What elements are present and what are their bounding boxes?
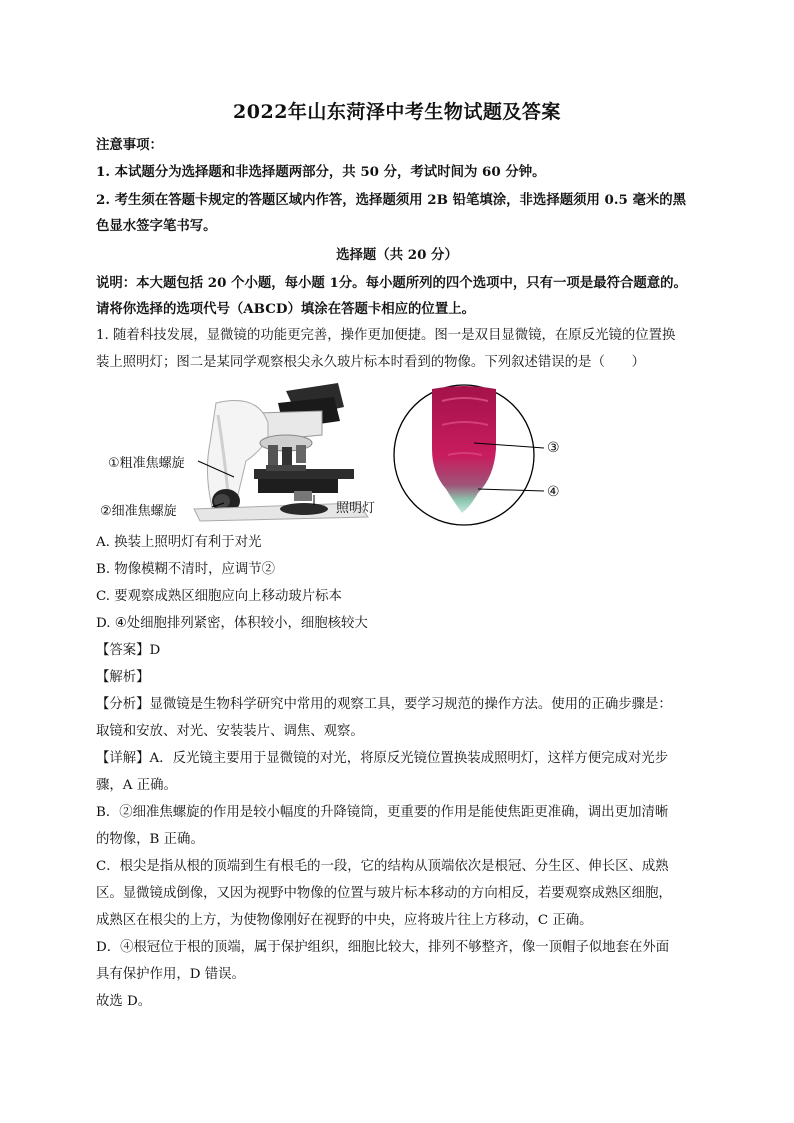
notice-item-2-line-1: 2. 考生须在答题卡规定的答题区域内作答，选择题须用 2B 铅笔填涂，非选择题须用 0.5 毫米的黑: [96, 192, 687, 208]
notice-heading: 注意事项：: [96, 137, 163, 153]
section-desc-line-2: 请将你选择的选项代号（ABCD）填涂在答题卡相应的位置上。: [96, 301, 475, 317]
detail-d-line-1: D．④根冠位于根的顶端，属于保护组织，细胞比较大，排列不够整齐，像一顶帽子似地套在外面: [96, 940, 670, 955]
answer: 【答案】D: [96, 643, 161, 658]
detail-b-line-2: 的物像，B 正确。: [96, 832, 204, 847]
option-d: D. ④处细胞排列紧密，体积较小，细胞核较大: [96, 616, 368, 631]
section-heading: 选择题（共 20 分）: [336, 247, 458, 263]
detail-a-line-1: 【详解】A．反光镜主要用于显微镜的对光，将原反光镜位置换装成照明灯，这样方便完成对光步: [96, 751, 669, 766]
option-c: C. 要观察成熟区细胞应向上移动玻片标本: [96, 589, 342, 604]
option-b: B. 物像模糊不清时，应调节②: [96, 562, 276, 577]
option-a: A. 换装上照明灯有利于对光: [96, 535, 262, 550]
marker-4: ④: [547, 484, 560, 500]
detail-c-line-2: 区。显微镜成倒像，又因为视野中物像的位置与玻片标本移动的方向相反，若要观察成熟区细胞，: [96, 886, 672, 901]
detail-c-line-3: 成熟区在根尖的上方，为使物像刚好在视野的中央，应将玻片往上方移动，C 正确。: [96, 913, 593, 928]
page-title: 2022年山东菏泽中考生物试题及答案: [233, 101, 561, 123]
detail-a-line-2: 骤，A 正确。: [96, 778, 177, 793]
analysis-heading: 【解析】: [96, 670, 150, 685]
detail-b-line-1: B．②细准焦螺旋的作用是较小幅度的升降镜筒，更重要的作用是能使焦距更准确，调出更加清晰: [96, 805, 669, 820]
notice-item-1: 1. 本试题分为选择题和非选择题两部分，共 50 分，考试时间为 60 分钟。: [96, 164, 546, 180]
label-coarse-focus: ①粗准焦螺旋: [108, 456, 185, 471]
conclusion: 故选 D。: [96, 994, 152, 1009]
analysis-line-1: 【分析】显微镜是生物科学研究中常用的观察工具，要学习规范的操作方法。使用的正确步骤是：: [96, 697, 672, 712]
section-desc-line-1: 说明：本大题包括 20 个小题，每小题 1分。每小题所列的四个选项中，只有一项是最符合题意的。: [96, 275, 687, 291]
analysis-line-2: 取镜和安放、对光、安装装片、调焦、观察。: [96, 724, 364, 739]
label-lamp: 照明灯: [336, 501, 376, 516]
detail-d-line-2: 具有保护作用，D 错误。: [96, 967, 245, 982]
marker-3: ③: [547, 440, 560, 456]
detail-c-line-1: C．根尖是指从根的顶端到生有根毛的一段，它的结构从顶端依次是根冠、分生区、伸长区、成熟: [96, 859, 669, 874]
notice-item-2-line-2: 色显水签字笔书写。: [96, 218, 217, 234]
question-stem-line-1: 1. 随着科技发展，显微镜的功能更完善，操作更加便捷。图一是双目显微镜，在原反光镜的位置换: [96, 328, 676, 343]
question-stem-line-2: 装上照明灯；图二是某同学观察根尖永久玻片标本时看到的物像。下列叙述错误的是（ ）: [96, 355, 646, 370]
root-tip-image: [392, 381, 572, 531]
label-fine-focus: ②细准焦螺旋: [100, 504, 177, 519]
